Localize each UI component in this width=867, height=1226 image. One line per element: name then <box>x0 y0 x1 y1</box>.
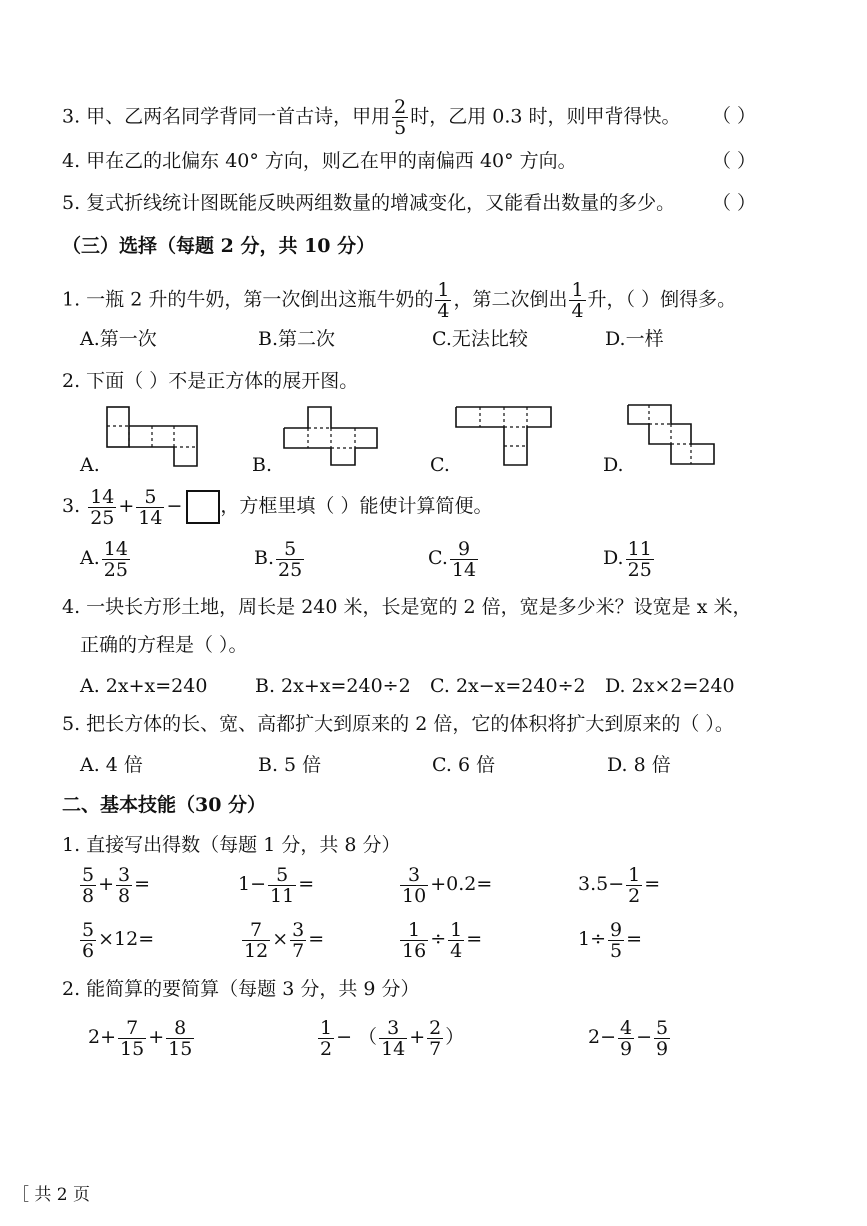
section-heading-choice: （三）选择（每题 2 分，共 10 分） <box>62 235 376 257</box>
judge-q4: 4. 甲在乙的北偏东 40° 方向，则乙在甲的南偏西 40° 方向。 <box>62 150 577 172</box>
option-c[interactable]: C.无法比较 <box>432 328 528 350</box>
choice-q4-line2: 正确的方程是（ ）。 <box>80 634 248 656</box>
fraction: $\frac{5}{14}$ <box>138 485 163 529</box>
choice-q1: 1. 一瓶 2 升的牛奶，第一次倒出这瓶牛奶的 $\frac{1}{4}$ ，第二次倒出 $\frac{1}{4}$ 升，（ ）倒得多。 <box>62 279 737 322</box>
choice-q4-line1: 4. 一块长方形土地，周长是 240 米，长是宽的 2 倍，宽是多少米？设宽是 x 米， <box>62 596 752 618</box>
sub-heading-oral: 1. 直接写出得数（每题 1 分，共 8 分） <box>62 834 401 856</box>
option-d[interactable]: D. $\frac{11}{25}$ <box>603 537 652 581</box>
oral-calc: $\frac{7}{12}$ × $\frac{3}{7}$ = <box>244 918 325 962</box>
option-b[interactable]: B. $\frac{5}{25}$ <box>254 537 303 581</box>
option-d[interactable]: D. 2x×2=240 <box>605 675 735 697</box>
answer-paren[interactable]: （ ） <box>712 105 757 127</box>
oral-calc: 3.5− $\frac{1}{2}$ = <box>578 863 661 907</box>
cube-net-b <box>283 406 379 466</box>
answer-paren[interactable]: （ ） <box>712 150 757 172</box>
sub-heading-simplify: 2. 能简算的要简算（每题 3 分，共 9 分） <box>62 978 420 1000</box>
option-d[interactable]: D. 8 倍 <box>607 754 671 776</box>
option-b[interactable]: B. 2x+x=240÷2 <box>255 675 411 697</box>
answer-paren[interactable]: （ ） <box>712 192 757 214</box>
option-d[interactable]: D.一样 <box>605 328 664 350</box>
oral-calc: 1÷ $\frac{9}{5}$ = <box>578 918 643 962</box>
oral-calc: 1− $\frac{5}{11}$ = <box>238 863 315 907</box>
section-heading-skills: 二、基本技能（30 分） <box>62 794 267 816</box>
page-footer: ［ 共 2 页 <box>12 1185 91 1205</box>
fraction: $\frac{14}{25}$ <box>90 485 115 529</box>
cube-net-c <box>455 406 553 466</box>
judge-q5: 5. 复式折线统计图既能反映两组数量的增减变化，又能看出数量的多少。 <box>62 192 676 214</box>
option-c[interactable]: C. <box>430 454 450 476</box>
option-a[interactable]: A. <box>80 454 100 476</box>
simplify-calc: 2− $\frac{4}{9}$ − $\frac{5}{9}$ <box>588 1016 669 1060</box>
choice-q3: 3. $\frac{14}{25}$ + $\frac{5}{14}$ − ，方框里填（ ）能使计算简便。 <box>62 485 493 529</box>
fraction: $\frac{1}{4}$ <box>571 279 584 322</box>
fraction: $\frac{2}{5}$ <box>394 96 407 139</box>
judge-q3: 3. 甲、乙两名同学背同一首古诗，甲用 $\frac{2}{5}$ 时，乙用 0.3 时，则甲背得快。 <box>62 96 681 139</box>
option-b[interactable]: B. 5 倍 <box>258 754 322 776</box>
simplify-calc: $\frac{1}{2}$ − （ $\frac{3}{14}$ + $\frac{2}{7}$ ） <box>320 1016 465 1060</box>
option-b[interactable]: B. <box>252 454 273 476</box>
oral-calc: $\frac{3}{10}$ +0.2= <box>402 863 493 907</box>
option-c[interactable]: C. $\frac{9}{14}$ <box>428 537 477 581</box>
cube-net-a <box>106 406 200 468</box>
option-a[interactable]: A. $\frac{14}{25}$ <box>80 537 128 581</box>
option-d[interactable]: D. <box>603 454 624 476</box>
fraction: $\frac{1}{4}$ <box>437 279 450 322</box>
blank-box[interactable] <box>186 490 220 524</box>
option-a[interactable]: A. 2x+x=240 <box>80 675 208 697</box>
option-b[interactable]: B.第二次 <box>258 328 336 350</box>
cube-net-d <box>627 404 717 466</box>
oral-calc: $\frac{5}{8}$ + $\frac{3}{8}$ = <box>82 863 151 907</box>
option-a[interactable]: A.第一次 <box>80 328 157 350</box>
simplify-calc: 2+ $\frac{7}{15}$ + $\frac{8}{15}$ <box>88 1016 193 1060</box>
choice-q2: 2. 下面（ ）不是正方体的展开图。 <box>62 370 359 392</box>
oral-calc: $\frac{5}{6}$ ×12= <box>82 918 155 962</box>
option-c[interactable]: C. 2x−x=240÷2 <box>430 675 586 697</box>
oral-calc: $\frac{1}{16}$ ÷ $\frac{1}{4}$ = <box>402 918 483 962</box>
option-c[interactable]: C. 6 倍 <box>432 754 496 776</box>
option-a[interactable]: A. 4 倍 <box>80 754 143 776</box>
choice-q5: 5. 把长方体的长、宽、高都扩大到原来的 2 倍，它的体积将扩大到原来的（ ）。 <box>62 713 734 735</box>
